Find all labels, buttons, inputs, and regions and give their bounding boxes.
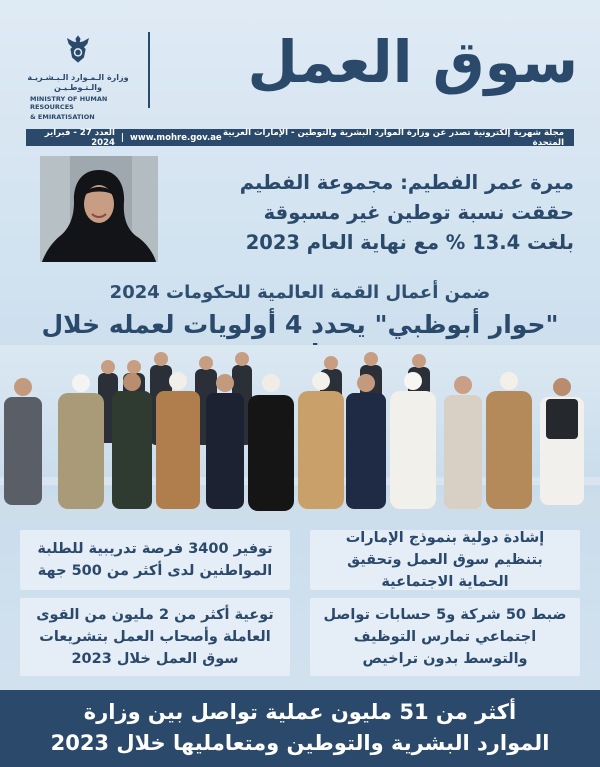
issue-info-bar bbox=[26, 129, 574, 146]
magazine-title: سوق العمل bbox=[247, 28, 578, 96]
portrait-photo[interactable] bbox=[40, 156, 158, 262]
magazine-description: مجلة شهرية إلكترونية تصدر عن وزارة الموارد البشرية والتوطين - الإمارات العربية المتحدة bbox=[223, 127, 564, 148]
banner-line-1: أكثر من 51 مليون عملية تواصل بين وزارة bbox=[83, 700, 517, 724]
feature-headline-line-2: حققت نسبة توطين غير مسبوقة bbox=[263, 201, 574, 224]
website-link[interactable]: www.mohre.gov.ae bbox=[130, 132, 222, 143]
news-card-training-text: توفير 3400 فرصة تدريبية للطلبة المواطنين لدى أكثر من 500 جهة bbox=[37, 541, 273, 579]
portrait-illustration bbox=[40, 156, 158, 262]
masthead bbox=[0, 0, 600, 130]
masthead-divider bbox=[148, 32, 150, 108]
info-separator: | bbox=[120, 132, 125, 143]
news-card-awareness-text: توعية أكثر من 2 مليون من القوى العاملة وأصحاب العمل بتشريعات سوق العمل خلال 2023 bbox=[36, 607, 274, 667]
ministry-name-ar-1: وزارة الـمـوارد الـبـشـريـة bbox=[27, 73, 129, 82]
feature-headline-line-3: بلغت 13.4 % مع نهاية العام 2023 bbox=[245, 231, 574, 254]
group-photo[interactable] bbox=[0, 345, 600, 525]
news-card-enforcement-text: ضبط 50 شركة و5 حسابات تواصل اجتماعي تمارس التوظيف والتوسط بدون تراخيص bbox=[323, 607, 567, 667]
falcon-emblem-icon bbox=[61, 32, 95, 66]
bottom-banner[interactable] bbox=[0, 690, 600, 767]
ministry-logo[interactable] bbox=[18, 32, 138, 121]
news-card-training[interactable] bbox=[20, 530, 290, 590]
news-card-praise-text: إشادة دولية بنموذج الإمارات بتنظيم سوق العمل وتحقيق الحماية الاجتماعية bbox=[345, 530, 545, 590]
feature-headline[interactable] bbox=[174, 168, 574, 258]
summit-headline[interactable]: "حوار أبوظبي" يحدد 4 أولويات لعمله خلال bbox=[41, 310, 559, 339]
news-card-enforcement[interactable] bbox=[310, 598, 580, 676]
issue-number: العدد 27 - فبراير 2024 bbox=[44, 127, 115, 148]
group-photo-illustration bbox=[0, 345, 600, 525]
ministry-name-en-2: & EMIRATISATION bbox=[30, 113, 95, 121]
ministry-name-en-1: MINISTRY OF HUMAN RESOURCES bbox=[30, 95, 108, 111]
banner-line-2: الموارد البشرية والتوطين ومتعامليها خلال 2023 bbox=[50, 731, 550, 755]
news-card-awareness[interactable] bbox=[20, 598, 290, 676]
ministry-name-ar-2: والـتـوطـيـن bbox=[54, 83, 102, 92]
summit-kicker: ضمن أعمال القمة العالمية للحكومات 2024 bbox=[109, 282, 491, 303]
feature-headline-line-1: ميرة عمر الفطيم: مجموعة الفطيم bbox=[239, 171, 574, 194]
news-card-praise[interactable] bbox=[310, 530, 580, 590]
